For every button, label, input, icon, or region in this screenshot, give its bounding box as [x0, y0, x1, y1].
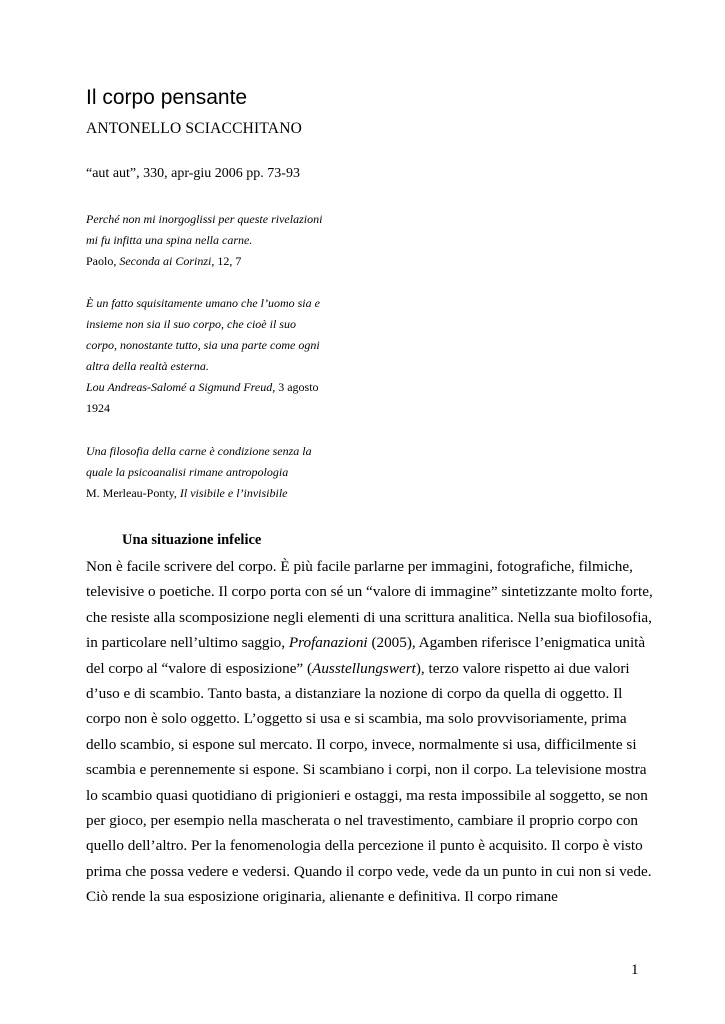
- epigraph-2-quote-line: insieme non sia il suo corpo, che cioè il suo: [86, 317, 296, 331]
- publication-citation: “aut aut”, 330, apr-giu 2006 pp. 73-93: [86, 166, 300, 181]
- body-text-segment: ), terzo valore rispetto ai due valori: [415, 659, 630, 677]
- body-text-line: [86, 706, 646, 731]
- body-text-segment: scambia e perennemente si espone. Si scambiano i corpi, non il corpo. La televisione mostra: [86, 761, 647, 779]
- epigraph-1-source: Paolo, Seconda ai Corinzi, 12, 7: [86, 254, 242, 268]
- page-number: 1: [631, 962, 639, 978]
- section-heading: Una situazione infelice: [122, 532, 262, 548]
- body-text-segment: per gioco, per esempio nella mascherata o nel travestimento, cambiare il proprio corpo con: [86, 812, 639, 830]
- body-text-italic: Profanazioni: [288, 634, 368, 652]
- body-text-line: [86, 884, 646, 909]
- body-text-segment: (2005), Agamben riferisce l’enigmatica unità: [367, 634, 646, 652]
- body-text-line: [86, 630, 646, 655]
- body-text-segment: Ciò rende la sua esposizione originaria, alienante e definitiva. Il corpo rimane: [86, 888, 558, 906]
- epigraph-2-quote-line: altra della realtà esterna.: [86, 359, 209, 373]
- epigraph-3: [86, 441, 312, 504]
- body-text-line: [86, 605, 652, 630]
- body-text-segment: d’uso e di scambio. Tanto basta, a distanziare la nozione di corpo da quella di oggetto. Il: [86, 685, 623, 703]
- author-name: ANTONELLO SCIACCHITANO: [86, 120, 302, 137]
- body-text-line: [86, 757, 646, 782]
- body-paragraph: [86, 554, 653, 910]
- epigraph-3-quote-line: quale la psicoanalisi rimane antropologia: [86, 465, 289, 479]
- epigraph-1-quote-line: Perché non mi inorgoglissi per queste rivelazioni: [86, 212, 323, 226]
- body-text-line: [86, 808, 646, 833]
- epigraph-3-quote-line: Una filosofia della carne è condizione senza la: [86, 444, 312, 458]
- body-text-line: [86, 732, 646, 757]
- body-text-segment: in particolare nell’ultimo saggio,: [86, 634, 289, 652]
- body-text-line: [86, 681, 646, 706]
- epigraph-3-source: M. Merleau-Ponty, Il visibile e l’invisibile: [86, 486, 288, 500]
- body-text-segment: prima che possa vedere e vedersi. Quando il corpo vede, vede da un punto in cui non si vede.: [86, 862, 652, 880]
- body-text-line: [86, 554, 646, 579]
- body-text-segment: lo scambio quasi quotidiano di prigionieri e ostaggi, ma resta impossibile al soggetto, se non: [86, 786, 648, 804]
- body-text-segment: quello dell’altro. Per la fenomenologia della percezione il punto è acquisito. Il corpo è visto: [86, 837, 643, 855]
- body-text-segment: televisive o poetiche. Il corpo porta con sé un “valore di immagine” sintetizzante molto forte,: [86, 583, 653, 601]
- epigraph-2-quote-line: È un fatto squisitamente umano che l’uomo sia e: [86, 296, 320, 310]
- body-text-segment: che resiste alla scomposizione negli elementi di una scrittura analitica. Nella sua biofilosofia,: [86, 608, 652, 626]
- body-text-segment: del corpo al “valore di esposizione” (: [86, 659, 313, 677]
- body-text-line: [86, 859, 652, 884]
- epigraph-2: [86, 293, 320, 419]
- epigraph-1-quote-line: mi fu infitta una spina nella carne.: [86, 233, 253, 247]
- body-text-line: [86, 783, 646, 808]
- document-title: Il corpo pensante: [86, 86, 248, 109]
- body-text-segment: corpo non è solo oggetto. L’oggetto si usa e si scambia, ma solo provvisoriamente, prima: [86, 710, 627, 728]
- body-text-line: [86, 579, 653, 604]
- body-text-italic: Ausstellungswert: [312, 659, 416, 677]
- epigraph-2-source-year: 1924: [86, 401, 110, 415]
- epigraph-1: [86, 209, 322, 272]
- epigraph-2-source: Lou Andreas-Salomé a Sigmund Freud, 3 agosto: [86, 380, 319, 394]
- body-text-segment: Non è facile scrivere del corpo. È più facile parlarne per immagini, fotografiche, filmiche,: [86, 558, 633, 575]
- epigraph-2-quote-line: corpo, nonostante tutto, sia una parte come ogni: [86, 338, 320, 352]
- body-text-line: [86, 833, 646, 858]
- body-text-line: [86, 656, 646, 681]
- body-text-segment: dello scambio, si espone sul mercato. Il corpo, invece, normalmente si usa, difficilmente si: [86, 735, 637, 753]
